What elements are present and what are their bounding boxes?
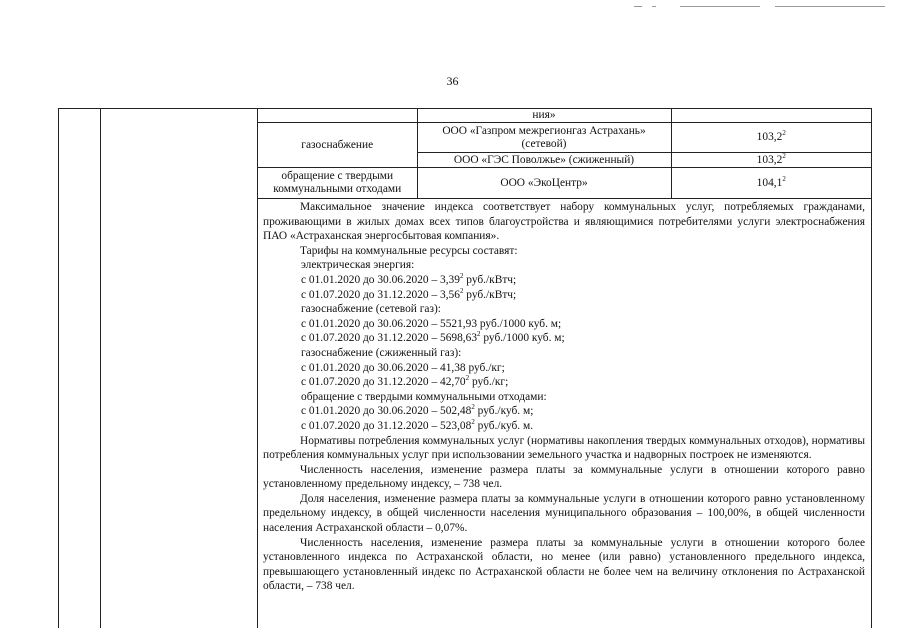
paragraph: Тарифы на коммунальные ресурсы составят: [300,244,518,257]
tariff-line: с 01.07.2020 до 31.12.2020 – 42,70$^2$ руб./кг; [301,374,509,389]
tariff-line: с 01.07.2020 до 31.12.2020 – 3,56$^2$ руб./кВтч; [301,286,517,301]
tariff-heading: обращение с твердыми коммунальными отходами: [301,390,547,403]
tariff-line: с 01.01.2020 до 30.06.2020 – 3,39$^2$ руб./кВтч; [301,272,517,286]
tariff-index-table [258,109,871,199]
service-cell: газоснабжение [258,123,417,168]
scan-artifact [775,6,885,7]
continued-cell: ния» [417,109,671,123]
paragraph: Доля населения, изменение размера платы за коммунальные услуги в отношении которого равно установленному предельному индексу, в общей численности населения муниципального образования – 100,00%, в общей численности населения Астраханской области – 0,07%. [263,492,865,535]
provider-cell: ООО «ГЭС Поволжье» (сжиженный) [417,153,671,168]
index-cell: 103,2$^2$ [671,153,871,168]
body-text [258,199,871,594]
paragraph: Максимальное значение индекса соответствует набору коммунальных услуг, потребляемых гражданами, проживающими в жилых домах всех типов благоустройства и являющимися потребителями услуги электроснабжения ПАО «Астраханская энергосбытовая компания». [263,201,865,243]
table-row [258,168,871,199]
tariff-line: с 01.07.2020 до 31.12.2020 – 523,08$^2$ руб./куб. м. [301,418,534,432]
scan-artifact [634,6,642,7]
paragraph: Нормативы потребления коммунальных услуг (нормативы накопления твердых коммунальных отходов), нормативы потребления коммунальных услуг при использовании земельного участка и надворных построек не изменяются. [263,434,865,462]
tariff-line: с 01.01.2020 до 30.06.2020 – 41,38 руб./кг; [301,361,505,374]
tariff-heading: газоснабжение (сетевой газ): [301,303,441,316]
tariff-line: с 01.01.2020 до 30.06.2020 – 502,48$^2$ руб./куб. м; [301,403,534,418]
document-table-frame [58,108,872,628]
column-divider [100,109,101,628]
content-column [258,109,871,628]
index-cell: 103,2$^2$ [671,123,871,153]
paragraph: Численность населения, изменение размера платы за коммунальные услуги в отношении которого более установленного индекса по Астраханской области, но менее (или равно) установленного предельного индекса, превышающего установленный индекс по Астраханской области не более чем на величину отклонения по Астраханской области, – 738 чел. [263,536,865,593]
provider-cell: ООО «Газпром межрегионгаз Астрахань» (сетевой) [417,123,671,153]
tariff-line: с 01.01.2020 до 30.06.2020 – 5521,93 руб./1000 куб. м; [301,317,562,330]
index-cell: 104,1$^2$ [671,168,871,199]
page-number: 36 [446,74,459,88]
scan-artifact [680,6,760,7]
provider-cell: ООО «ЭкоЦентр» [417,168,671,199]
paragraph: Численность населения, изменение размера платы за коммунальные услуги в отношении которого равно установленному предельному индексу, – 738 чел. [263,463,865,491]
tariff-heading: электрическая энергия: [301,259,415,272]
tariff-line: с 01.07.2020 до 31.12.2020 – 5698,63$^2$ руб./1000 куб. м; [301,330,565,345]
scan-artifact [652,6,656,7]
table-row [258,123,871,153]
table-row [258,109,871,123]
service-cell: обращение с твердыми коммунальными отходами [258,168,417,199]
tariff-heading: газоснабжение (сжиженный газ): [301,346,462,359]
